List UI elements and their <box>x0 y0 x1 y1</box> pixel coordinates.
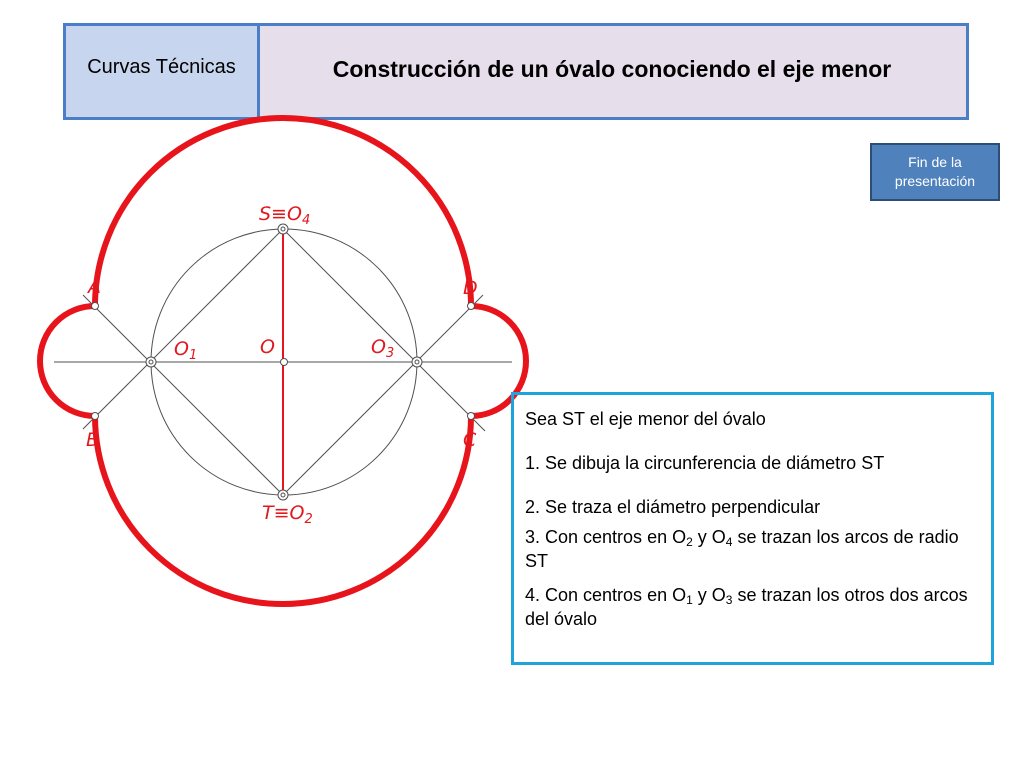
point-o <box>281 359 288 366</box>
label-o: O <box>260 336 275 358</box>
label-o3: $O_3$ <box>371 336 395 361</box>
point-b <box>92 413 99 420</box>
point-a <box>92 303 99 310</box>
point-d <box>468 303 475 310</box>
step-3: 3. Con centros en $O_2$ y $O_4$ se trazan los arcos de radio ST <box>525 527 959 571</box>
step-intro: Sea ST el eje menor del óvalo <box>525 409 766 429</box>
slide-title-text: Construcción de un óvalo conociendo el eje menor <box>332 56 892 82</box>
step-2: 2. Se traza el diámetro perpendicular <box>525 497 821 517</box>
label-o1: $O_1$ <box>174 338 198 363</box>
end-button-line2: presentación <box>894 173 976 189</box>
label-a: A <box>88 276 101 298</box>
line-t-a <box>83 295 283 495</box>
step-1: 1. Se dibuja la circunferencia de diámetro ST <box>525 453 885 473</box>
label-c: C <box>463 429 477 451</box>
steps-box <box>511 392 994 665</box>
point-c <box>468 413 475 420</box>
label-t-o2: $T\equiv O_2$ <box>262 502 313 527</box>
subject-text: Curvas Técnicas <box>87 56 236 78</box>
end-button-line1: Fin de la <box>908 154 962 170</box>
label-s-o4: $S\equiv O_4$ <box>259 203 311 228</box>
line-t-d <box>283 295 483 495</box>
label-b: B <box>86 429 100 451</box>
line-s-c <box>283 229 485 431</box>
label-d: D <box>463 277 478 299</box>
line-s-b <box>83 229 283 429</box>
step-4: 4. Con centros en $O_1$ y $O_3$ se trazan los otros dos arcos del óvalo <box>525 585 968 629</box>
